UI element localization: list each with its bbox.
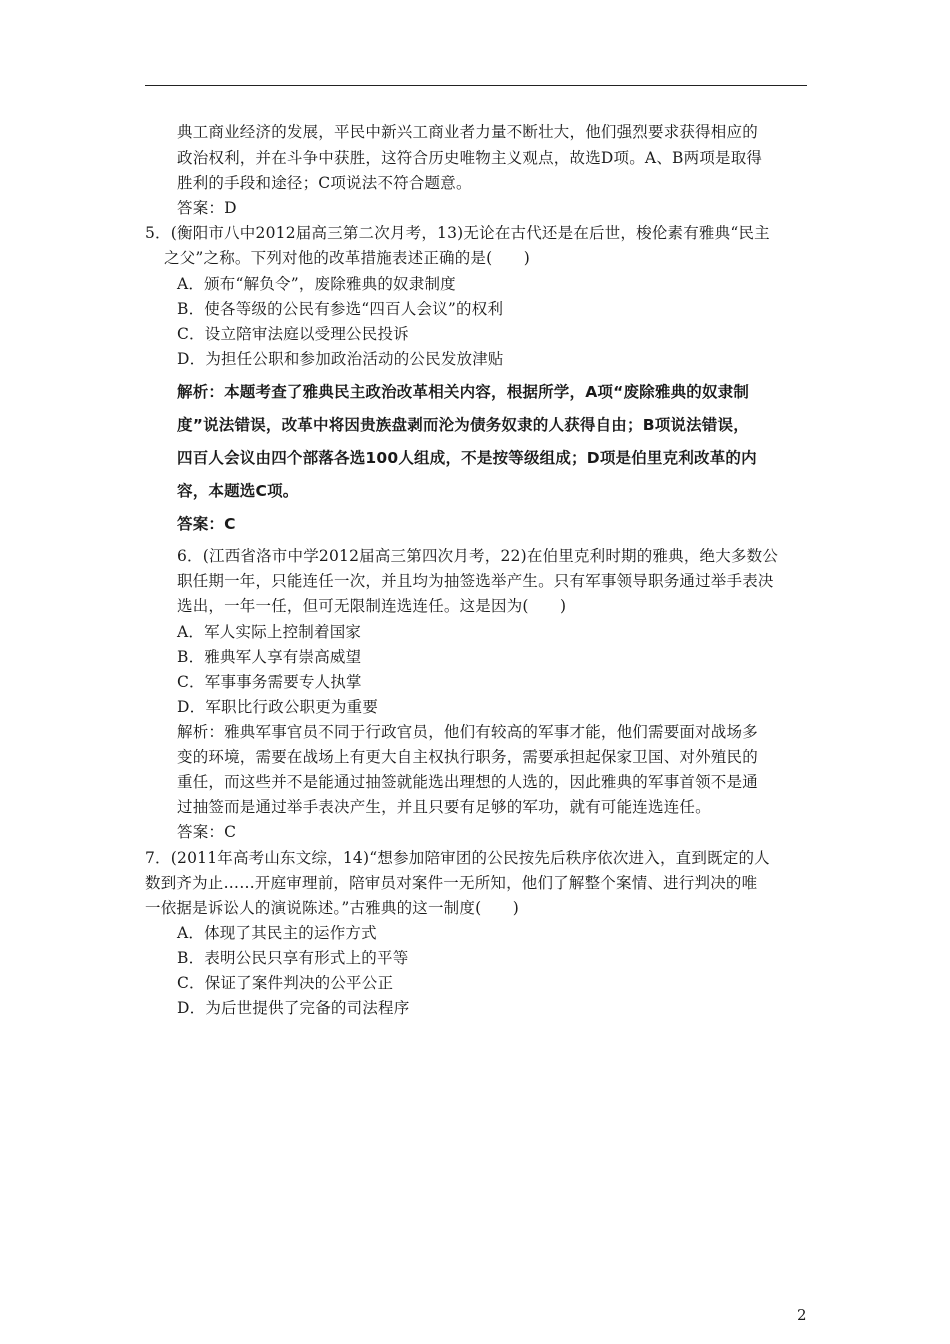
q6-answer: 答案：C [177, 823, 237, 841]
prev-analysis-line-3: 胜利的手段和途径；C项说法不符合题意。 [177, 174, 472, 192]
q7-option-c: C．保证了案件判决的公平公正 [177, 974, 394, 992]
q5-analysis-line-4: 容，本题选C项。 [177, 482, 299, 500]
q6-analysis-line-4: 过抽签而是通过举手表决产生，并且只要有足够的军功，就有可能连选连任。 [177, 798, 711, 816]
q7-stem-line-2: 数到齐为止……开庭审理前，陪审员对案件一无所知，他们了解整个案情、进行判决的唯 [145, 874, 758, 892]
q7-stem-line-1: 7．(2011年高考山东文综，14)“想参加陪审团的公民按先后秩序依次进入，直到既定的人 [145, 849, 770, 867]
q7-option-a: A．体现了其民主的运作方式 [177, 924, 377, 942]
prev-analysis-line-1: 典工商业经济的发展，平民中新兴工商业者力量不断壮大，他们强烈要求获得相应的 [177, 123, 758, 141]
q5-option-d: D．为担任公职和参加政治活动的公民发放津贴 [177, 350, 504, 368]
q6-stem-line-3: 选出，一年一任，但可无限制连选连任。这是因为( ) [177, 597, 567, 615]
q5-analysis-line-3: 四百人会议由四个部落各选100人组成，不是按等级组成；D项是伯里克利改革的内 [177, 449, 757, 467]
q5-stem-line-1: 5．(衡阳市八中2012届高三第二次月考，13)无论在古代还是在后世，梭伦素有雅典“民主 [145, 224, 770, 242]
q6-stem-line-1: 6．(江西省洛市中学2012届高三第四次月考，22)在伯里克利时期的雅典，绝大多数公 [177, 547, 779, 565]
prev-analysis-line-2: 政治权利，并在斗争中获胜，这符合历史唯物主义观点，故选D项。A、B两项是取得 [177, 149, 763, 167]
q5-stem-line-2: 之父”之称。下列对他的改革措施表述正确的是( ) [164, 249, 531, 267]
q6-option-b: B．雅典军人享有崇高威望 [177, 648, 362, 666]
q6-analysis-line-3: 重任，而这些并不是能通过抽签就能选出理想的人选的，因此雅典的军事首领不是通 [177, 773, 758, 791]
prev-answer: 答案：D [177, 199, 237, 217]
q6-analysis-line-1: 解析：雅典军事官员不同于行政官员，他们有较高的军事才能，他们需要面对战场多 [177, 723, 758, 741]
header-rule [145, 85, 807, 86]
q5-analysis-line-1: 解析：本题考查了雅典民主政治改革相关内容，根据所学，A项“废除雅典的奴隶制 [177, 383, 750, 401]
q5-analysis-line-2: 度”说法错误，改革中将因贵族盘剥而沦为债务奴隶的人获得自由；B项说法错误， [177, 416, 749, 434]
q6-analysis-line-2: 变的环境，需要在战场上有更大自主权执行职务，需要承担起保家卫国、对外殖民的 [177, 748, 758, 766]
q6-option-a: A．军人实际上控制着国家 [177, 623, 362, 641]
page-number: 2 [797, 1306, 807, 1324]
q5-option-b: B．使各等级的公民有参选“四百人会议”的权利 [177, 300, 504, 318]
q6-option-c: C．军事事务需要专人执掌 [177, 673, 362, 691]
q5-option-a: A．颁布“解负令”，废除雅典的奴隶制度 [177, 275, 456, 293]
q7-option-b: B．表明公民只享有形式上的平等 [177, 949, 409, 967]
q6-option-d: D．军职比行政公职更为重要 [177, 698, 379, 716]
q6-stem-line-2: 职任期一年，只能连任一次，并且均为抽签选举产生。只有军事领导职务通过举手表决 [177, 572, 774, 590]
q7-stem-line-3: 一依据是诉讼人的演说陈述。”古雅典的这一制度( ) [145, 899, 519, 917]
q7-option-d: D．为后世提供了完备的司法程序 [177, 999, 410, 1017]
q5-option-c: C．设立陪审法庭以受理公民投诉 [177, 325, 409, 343]
q5-answer: 答案：C [177, 515, 236, 533]
